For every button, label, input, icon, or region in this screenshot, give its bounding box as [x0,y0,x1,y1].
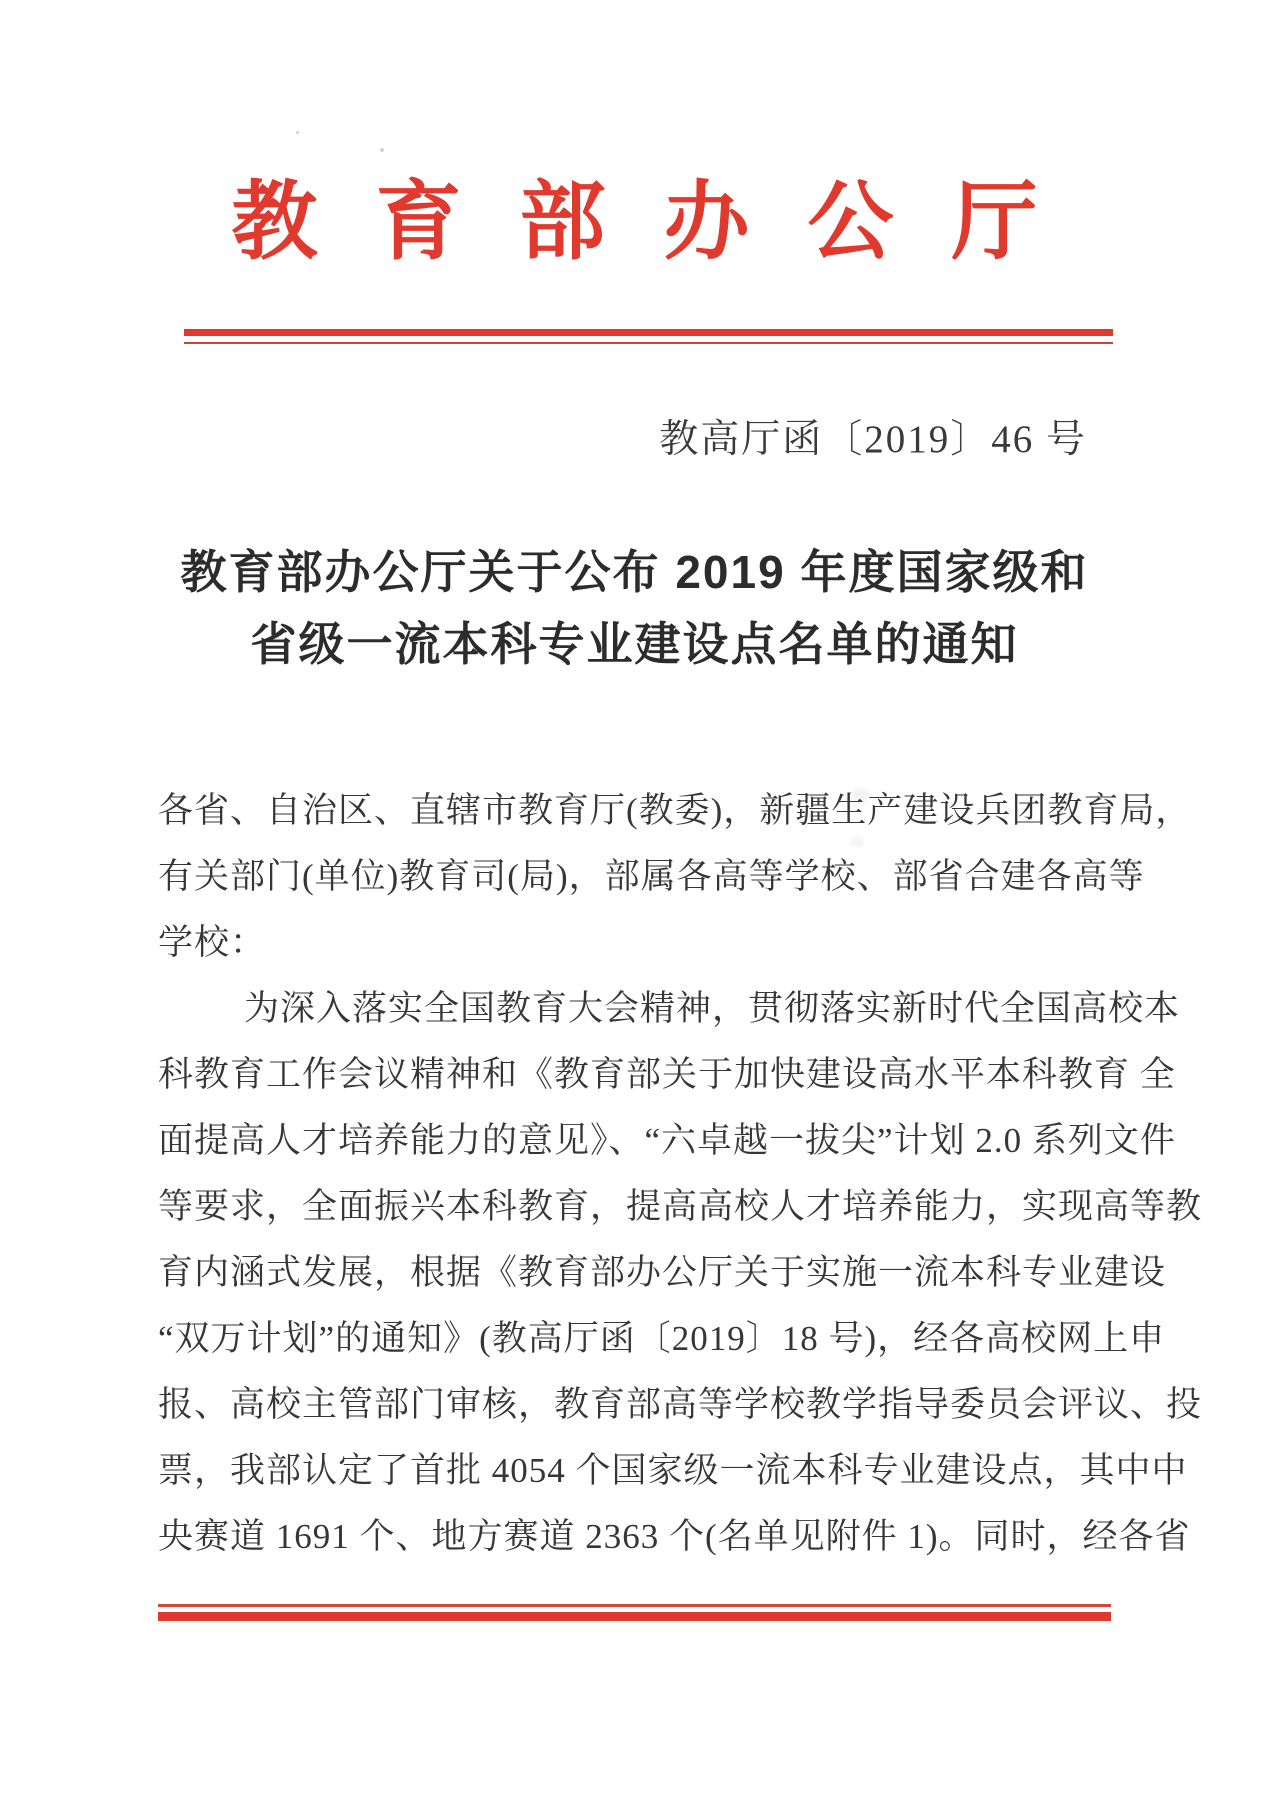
notice-body [158,778,1203,1570]
body-line: 等要求，全面振兴本科教育，提高高校人才培养能力，实现高等教 [158,1187,1203,1226]
body-line: 科教育工作会议精神和《教育部关于加快建设高水平本科教育 全 [158,1055,1176,1094]
body-line: 央赛道 1691 个、地方赛道 2363 个(名单见附件 1)。同时，经各省 [158,1517,1191,1556]
header-divider-thick [184,329,1113,336]
body-line: “双万计划”的通知》(教高厅函〔2019〕18 号)，经各高校网上申 [158,1319,1166,1358]
letterhead-title [0,162,1269,282]
footer-divider-thin [158,1604,1111,1607]
scan-artifact [296,131,299,134]
body-line: 为深入落实全国教育大会精神，贯彻落实新时代全国高校本 [244,989,1181,1028]
body-line-salutation-2: 有关部门(单位)教育司(局)，部属各高等学校、部省合建各高等 [158,857,1145,896]
body-line-salutation-3: 学校： [158,923,267,962]
scan-artifact [852,788,870,802]
notice-title-line1: 教育部办公厅关于公布 2019 年度国家级和 [180,546,1089,598]
footer-divider-thick [158,1612,1111,1621]
body-line: 报、高校主管部门审核，教育部高等学校教学指导委员会评议、投 [158,1385,1203,1424]
letterhead-title-text: 教育部办公厅 [231,174,1096,270]
body-line: 票，我部认定了首批 4054 个国家级一流本科专业建设点，其中中 [158,1451,1188,1490]
doc-number: 教高厅函〔2019〕46 号 [659,418,1087,461]
body-line: 育内涵式发展，根据《教育部办公厅关于实施一流本科专业建设 [158,1253,1167,1292]
body-line: 面提高人才培养能力的意见》、“六卓越一拔尖”计划 2.0 系列文件 [158,1121,1176,1160]
scan-artifact [380,148,384,152]
header-divider-thin [184,342,1113,344]
body-line-salutation-1: 各省、自治区、直辖市教育厅(教委)，新疆生产建设兵团教育局， [158,791,1192,830]
scan-artifact [850,836,864,848]
notice-title-line2: 省级一流本科专业建设点名单的通知 [250,618,1019,670]
